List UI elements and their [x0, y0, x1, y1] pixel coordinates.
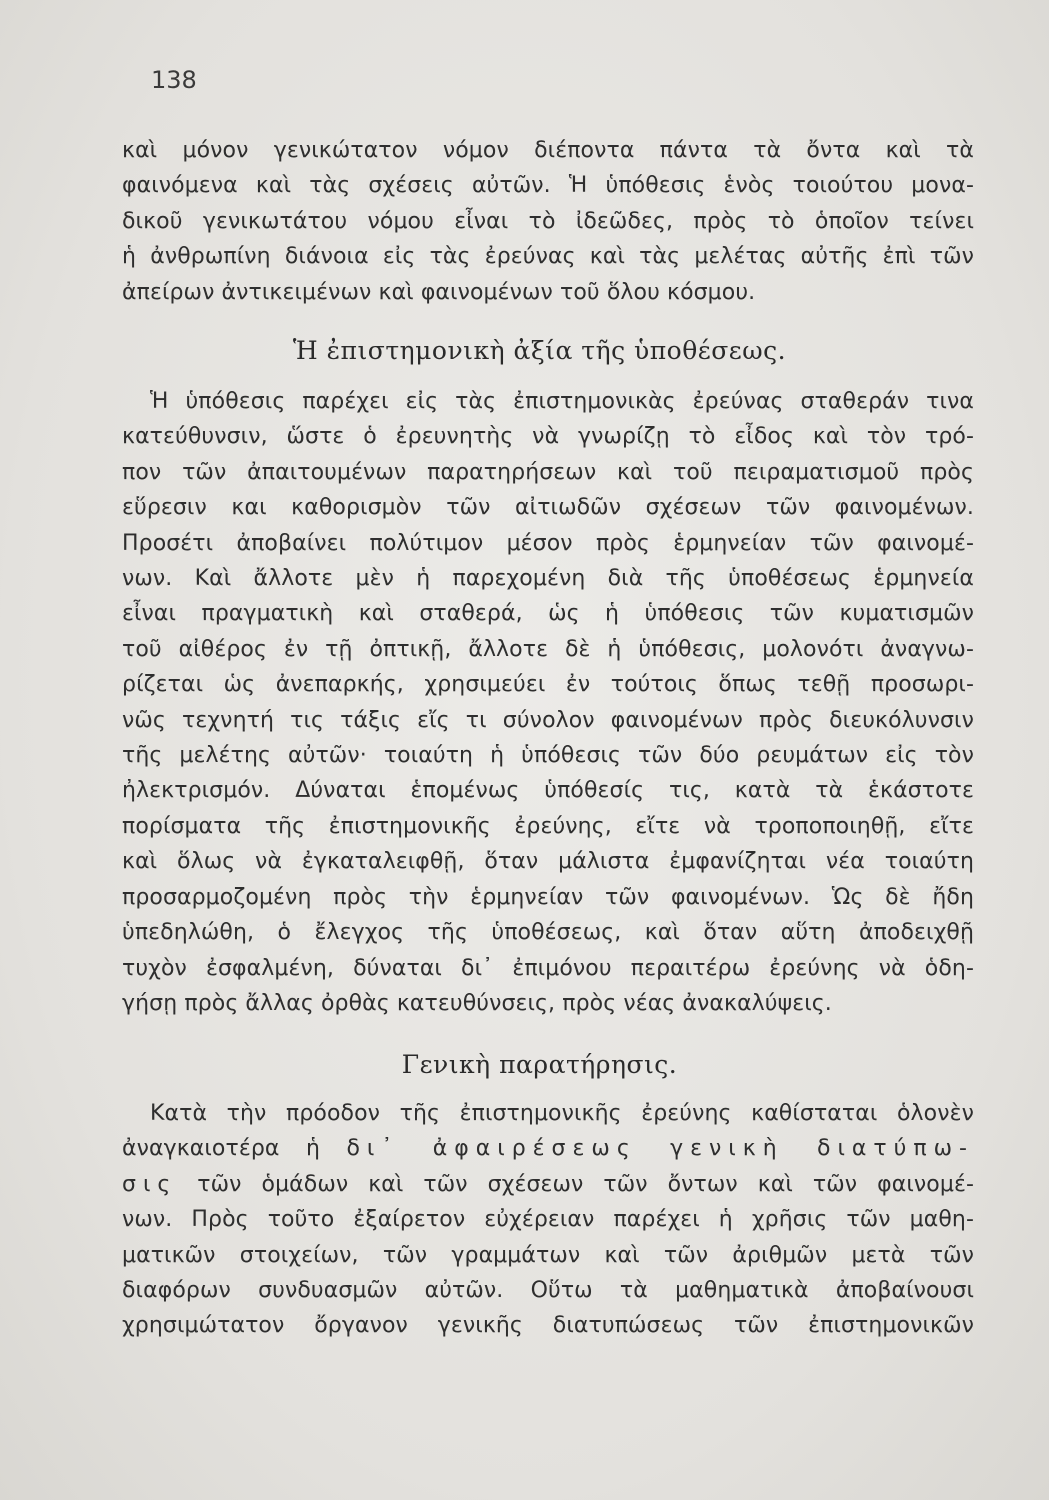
text-line: εὕρεσιν και καθορισμὸν τῶν αἰτιωδῶν σχέσεων τῶν φαινομένων. [122, 495, 974, 521]
text-line: καὶ ὅλως νὰ ἐγκαταλειφθῇ, ὅταν μάλιστα ἐμφανίζηται νέα τοιαύτη [122, 849, 974, 875]
paper-speck [148, 1462, 162, 1468]
section-heading-general-remark: Γενικὴ παρατήρησις. [401, 1050, 678, 1079]
paragraph-1 [122, 133, 974, 310]
text-line: καὶ μόνον γενικώτατον νόμον διέποντα πάντα τὰ ὄντα καὶ τὰ [122, 138, 974, 163]
text-line: Προσέτι ἀποβαίνει πολύτιμον μέσον πρὸς ἑρμηνείαν τῶν φαινομέ- [122, 530, 974, 556]
text-line: πον τῶν ἀπαιτουμένων παρατηρήσεων καὶ τοῦ πειραματισμοῦ πρὸς [122, 459, 974, 485]
text-line: Κατὰ τὴν πρόοδον τῆς ἐπιστημονικῆς ἐρεύνης καθίσταται ὁλονὲν [150, 1101, 974, 1126]
text-line: ἀπείρων ἀντικειμένων καὶ φαινομένων τοῦ ὅλου κόσμου. [122, 279, 756, 305]
spaced-text-fragment: σις [122, 1171, 178, 1197]
text-line: νων. Καὶ ἄλλοτε μὲν ἡ παρεχομένη διὰ τῆς ὑποθέσεως ἑρμηνεία [122, 566, 974, 592]
text-line: τοῦ αἰθέρος ἐν τῇ ὀπτικῇ, ἄλλοτε δὲ ἡ ὑπόθεσις, μολονότι ἀναγνω- [122, 636, 974, 662]
paragraph-2 [122, 384, 974, 1021]
text-line: ἠλεκτρισμόν. Δύναται ἑπομένως ὑπόθεσίς τις, κατὰ τὰ ἑκάστοτε [122, 778, 974, 804]
text-line: πορίσματα τῆς ἐπιστημονικῆς ἐρεύνης, εἴτε νὰ τροποποιηθῇ, εἴτε [122, 813, 974, 839]
text-line: διαφόρων συνδυασμῶν αὐτῶν. Οὕτω τὰ μαθηματικὰ ἀποβαίνουσι [122, 1278, 974, 1304]
text-line: εἶναι πραγματικὴ καὶ σταθερά, ὡς ἡ ὑπόθεσις τῶν κυματισμῶν [122, 601, 974, 627]
paragraph-3 [122, 1096, 974, 1344]
text-line: χρησιμώτατον ὄργανον γενικῆς διατυπώσεως τῶν ἐπιστημονικῶν [122, 1313, 974, 1339]
text-line: νων. Πρὸς τοῦτο ἐξαίρετον εὐχέρειαν παρέχει ἡ χρῆσις τῶν μαθη- [122, 1207, 974, 1233]
text-line: φαινόμενα καὶ τὰς σχέσεις αὐτῶν. Ἡ ὑπόθεσις ἑνὸς τοιούτου μονα- [122, 173, 974, 199]
text-line: δικοῦ γενικωτάτου νόμου εἶναι τὸ ἰδεῶδες, πρὸς τὸ ὁποῖον τείνει [122, 208, 974, 234]
text-line: ὑπεδηλώθη, ὁ ἔλεγχος τῆς ὑποθέσεως, καὶ ὅταν αὕτη ἀποδειχθῇ [122, 920, 974, 946]
text-line: τῆς μελέτης αὐτῶν· τοιαύτη ἡ ὑπόθεσις τῶν δύο ρευμάτων εἰς τὸν [122, 743, 974, 769]
text-line [122, 1131, 974, 1166]
page-number: 138 [151, 66, 197, 94]
text-line [122, 1167, 974, 1202]
text-line: ἡ ἀνθρωπίνη διάνοια εἰς τὰς ἐρεύνας καὶ τὰς μελέτας αὐτῆς ἐπὶ τῶν [122, 244, 974, 270]
text-line: Ἡ ὑπόθεσις παρέχει εἰς τὰς ἐπιστημονικὰς ἐρεύνας σταθεράν τινα [150, 389, 974, 414]
text-line: γήσῃ πρὸς ἄλλας ὀρθὰς κατευθύνσεις, πρὸς νέας ἀνακαλύψεις. [122, 990, 832, 1016]
text-line: ρίζεται ὡς ἀνεπαρκής, χρησιμεύει ἐν τούτοις ὅπως τεθῇ προσωρι- [122, 672, 974, 698]
section-heading-scientific-value: Ἡ ἐπιστημονικὴ ἀξία τῆς ὑποθέσεως. [292, 336, 787, 365]
text-line: προσαρμοζομένη πρὸς τὴν ἑρμηνείαν τῶν φαινομένων. Ὡς δὲ ἤδη [122, 884, 974, 910]
text-line: κατεύθυνσιν, ὥστε ὁ ἐρευνητὴς νὰ γνωρίζῃ τὸ εἶδος καὶ τὸν τρό- [122, 424, 974, 450]
text-fragment: τῶν ὁμάδων καὶ τῶν σχέσεων τῶν ὄντων καὶ τῶν φαινομέ- [197, 1171, 974, 1197]
text-line: νῶς τεχνητή τις τάξις εἴς τι σύνολον φαινομένων πρὸς διευκόλυνσιν [122, 707, 974, 733]
spaced-text-fragment: δι᾿ ἀφαιρέσεως γενικὴ διατύπω- [346, 1136, 974, 1162]
text-line: ματικῶν στοιχείων, τῶν γραμμάτων καὶ τῶν ἀριθμῶν μετὰ τῶν [122, 1242, 974, 1268]
text-line: τυχὸν ἐσφαλμένη, δύναται δι᾿ ἐπιμόνου περαιτέρω ἐρεύνης νὰ ὁδη- [122, 955, 974, 981]
text-fragment: ἀναγκαιοτέρα ἡ [122, 1136, 320, 1162]
